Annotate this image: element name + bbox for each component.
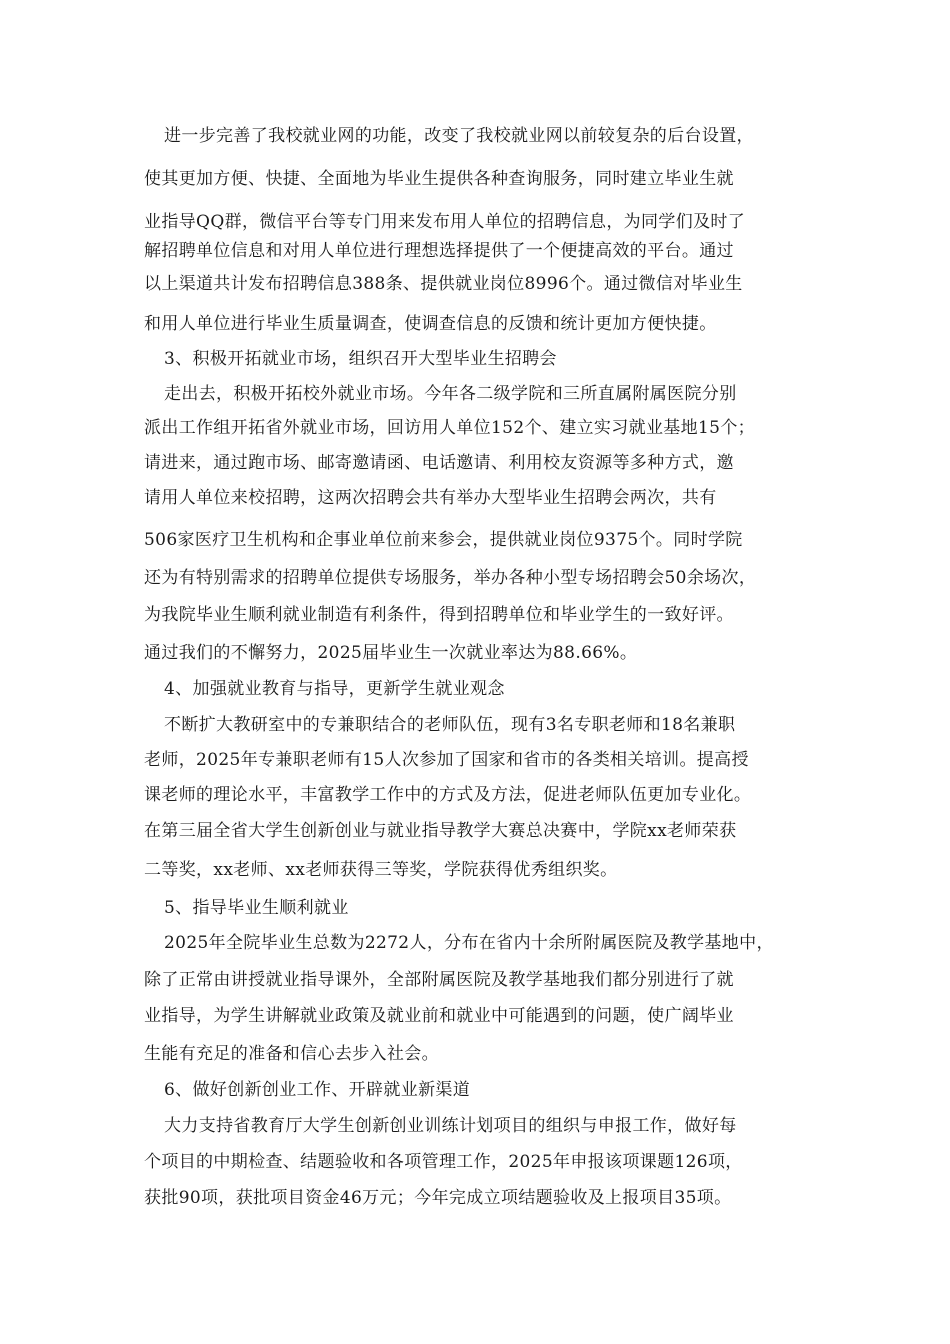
paragraph-line: 进一步完善了我校就业网的功能，改变了我校就业网以前较复杂的后台设置， [164,126,754,146]
paragraph-line: 请进来，通过跑市场、邮寄邀请函、电话邀请、利用校友资源等多种方式，邀 [144,453,734,473]
paragraph-line: 不断扩大教研室中的专兼职结合的老师队伍，现有3名专职老师和18名兼职 [164,715,736,735]
paragraph-line: 506家医疗卫生机构和企事业单位前来参会，提供就业岗位9375个。同时学院 [144,530,743,550]
paragraph-line: 通过我们的不懈努力，2025届毕业生一次就业率达为88.66%。 [144,643,638,663]
paragraph-line: 二等奖，xx老师、xx老师获得三等奖，学院获得优秀组织奖。 [144,860,618,880]
section-heading: 5、指导毕业生顺利就业 [164,898,349,918]
paragraph-line: 派出工作组开拓省外就业市场，回访用人单位152个、建立实习就业基地15个； [144,418,756,438]
paragraph-line: 解招聘单位信息和对用人单位进行理想选择提供了一个便捷高效的平台。通过 [144,241,734,261]
paragraph-line: 业指导QQ群，微信平台等专门用来发布用人单位的招聘信息，为同学们及时了 [144,212,746,232]
paragraph-line: 业指导，为学生讲解就业政策及就业前和就业中可能遇到的问题，使广阔毕业 [144,1006,734,1026]
paragraph-line: 除了正常由讲授就业指导课外，全部附属医院及教学基地我们都分别进行了就 [144,970,734,990]
paragraph-line: 个项目的中期检查、结题验收和各项管理工作，2025年申报该项课题126项， [144,1152,743,1172]
paragraph-line: 还为有特别需求的招聘单位提供专场服务，举办各种小型专场招聘会50余场次， [144,568,757,588]
paragraph-line: 生能有充足的准备和信心去步入社会。 [144,1044,439,1064]
paragraph-line: 2025年全院毕业生总数为2272人，分布在省内十余所附属医院及教学基地中， [164,933,774,953]
paragraph-line: 走出去，积极开拓校外就业市场。今年各二级学院和三所直属附属医院分别 [164,384,737,404]
paragraph-line: 大力支持省教育厅大学生创新创业训练计划项目的组织与申报工作，做好每 [164,1116,737,1136]
paragraph-line: 课老师的理论水平，丰富教学工作中的方式及方法，促进老师队伍更加专业化。 [144,785,752,805]
section-heading: 3、积极开拓就业市场，组织召开大型毕业生招聘会 [164,349,557,369]
paragraph-line: 在第三届全省大学生创新创业与就业指导教学大赛总决赛中，学院xx老师荣获 [144,821,737,841]
paragraph-line: 请用人单位来校招聘，这两次招聘会共有举办大型毕业生招聘会两次，共有 [144,488,717,508]
paragraph-line: 和用人单位进行毕业生质量调查，使调查信息的反馈和统计更加方便快捷。 [144,314,717,334]
paragraph-line: 使其更加方便、快捷、全面地为毕业生提供各种查询服务，同时建立毕业生就 [144,169,734,189]
paragraph-line: 获批90项，获批项目资金46万元；今年完成立项结题验收及上报项目35项。 [144,1188,732,1208]
paragraph-line: 以上渠道共计发布招聘信息388条、提供就业岗位8996个。通过微信对毕业生 [144,274,743,294]
paragraph-line: 为我院毕业生顺利就业制造有利条件，得到招聘单位和毕业学生的一致好评。 [144,605,734,625]
paragraph-line: 老师，2025年专兼职老师有15人次参加了国家和省市的各类相关培训。提高授 [144,750,749,770]
section-heading: 6、做好创新创业工作、开辟就业新渠道 [164,1080,471,1100]
section-heading: 4、加强就业教育与指导，更新学生就业观念 [164,679,505,699]
